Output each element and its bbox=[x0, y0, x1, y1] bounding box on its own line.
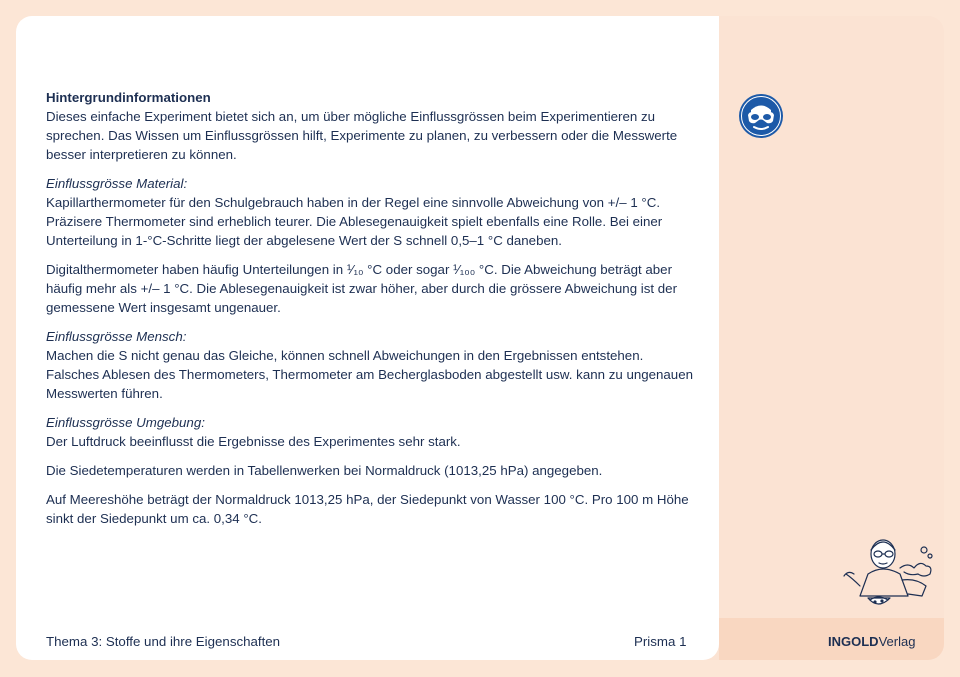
mensch-paragraph: Machen die S nicht genau das Gleiche, können schnell Abweichungen in den Ergebnissen entstehen. Falsches Ablesen des Thermometers, Thermometer am Becherglasboden abgestellt usw. kann zu ungenauen Messwerten führen. bbox=[46, 348, 693, 401]
material-heading: Einflussgrösse Material: bbox=[46, 176, 188, 191]
umgebung-heading: Einflussgrösse Umgebung: bbox=[46, 415, 205, 430]
intro-paragraph: Dieses einfache Experiment bietet sich an, um über mögliche Einflussgrössen beim Experimentieren zu sprechen. Das Wissen um Einflussgrössen hilft, Experimente zu planen, zu verbessern oder die Messwerte besser interpretieren zu können. bbox=[46, 109, 678, 162]
material-paragraph-2: Digitalthermometer haben häufig Unterteilungen in ¹⁄₁₀ °C oder sogar ¹⁄₁₀₀ °C. Die Abweichung beträgt aber häufig mehr als +/– 1 °C. Die Ablesegenauigkeit ist zwar höher, aber durch die grössere Abweichung ist der gemessene Wert insgesamt ungenauer. bbox=[46, 262, 677, 315]
mensch-heading: Einflussgrösse Mensch: bbox=[46, 329, 187, 344]
document-body bbox=[46, 88, 696, 538]
footer-series: Prisma 1 bbox=[634, 634, 687, 649]
publisher-name-bold: INGOLD bbox=[828, 634, 879, 649]
umgebung-paragraph-2: Die Siedetemperaturen werden in Tabellenwerken bei Normaldruck (1013,25 hPa) angegeben. bbox=[46, 463, 603, 478]
section-title: Hintergrundinformationen bbox=[46, 90, 211, 105]
publisher-name-rest: Verlag bbox=[878, 634, 916, 649]
safety-goggles-icon bbox=[739, 94, 783, 138]
footer-topic: Thema 3: Stoffe und ihre Eigenschaften bbox=[46, 634, 281, 649]
publisher-logo bbox=[828, 634, 915, 649]
umgebung-paragraph-1: Der Luftdruck beeinflusst die Ergebnisse des Experimentes sehr stark. bbox=[46, 434, 461, 449]
scientist-illustration bbox=[838, 534, 938, 614]
umgebung-paragraph-3: Auf Meereshöhe beträgt der Normaldruck 1013,25 hPa, der Siedepunkt von Wasser 100 °C. Pro 100 m Höhe sinkt der Siedepunkt um ca. 0,34 °C. bbox=[46, 492, 689, 526]
material-paragraph-1: Kapillarthermometer für den Schulgebrauch haben in der Regel eine sinnvolle Abweichung von +/– 1 °C. Präzisere Thermometer sind erheblich teurer. Die Ablesegenauigkeit spielt ebenfalls eine Rolle. Bei einer Unterteilung in 1-°C-Schritte liegt der abgelesene Wert der S schnell 0,5–1 °C daneben. bbox=[46, 195, 663, 248]
